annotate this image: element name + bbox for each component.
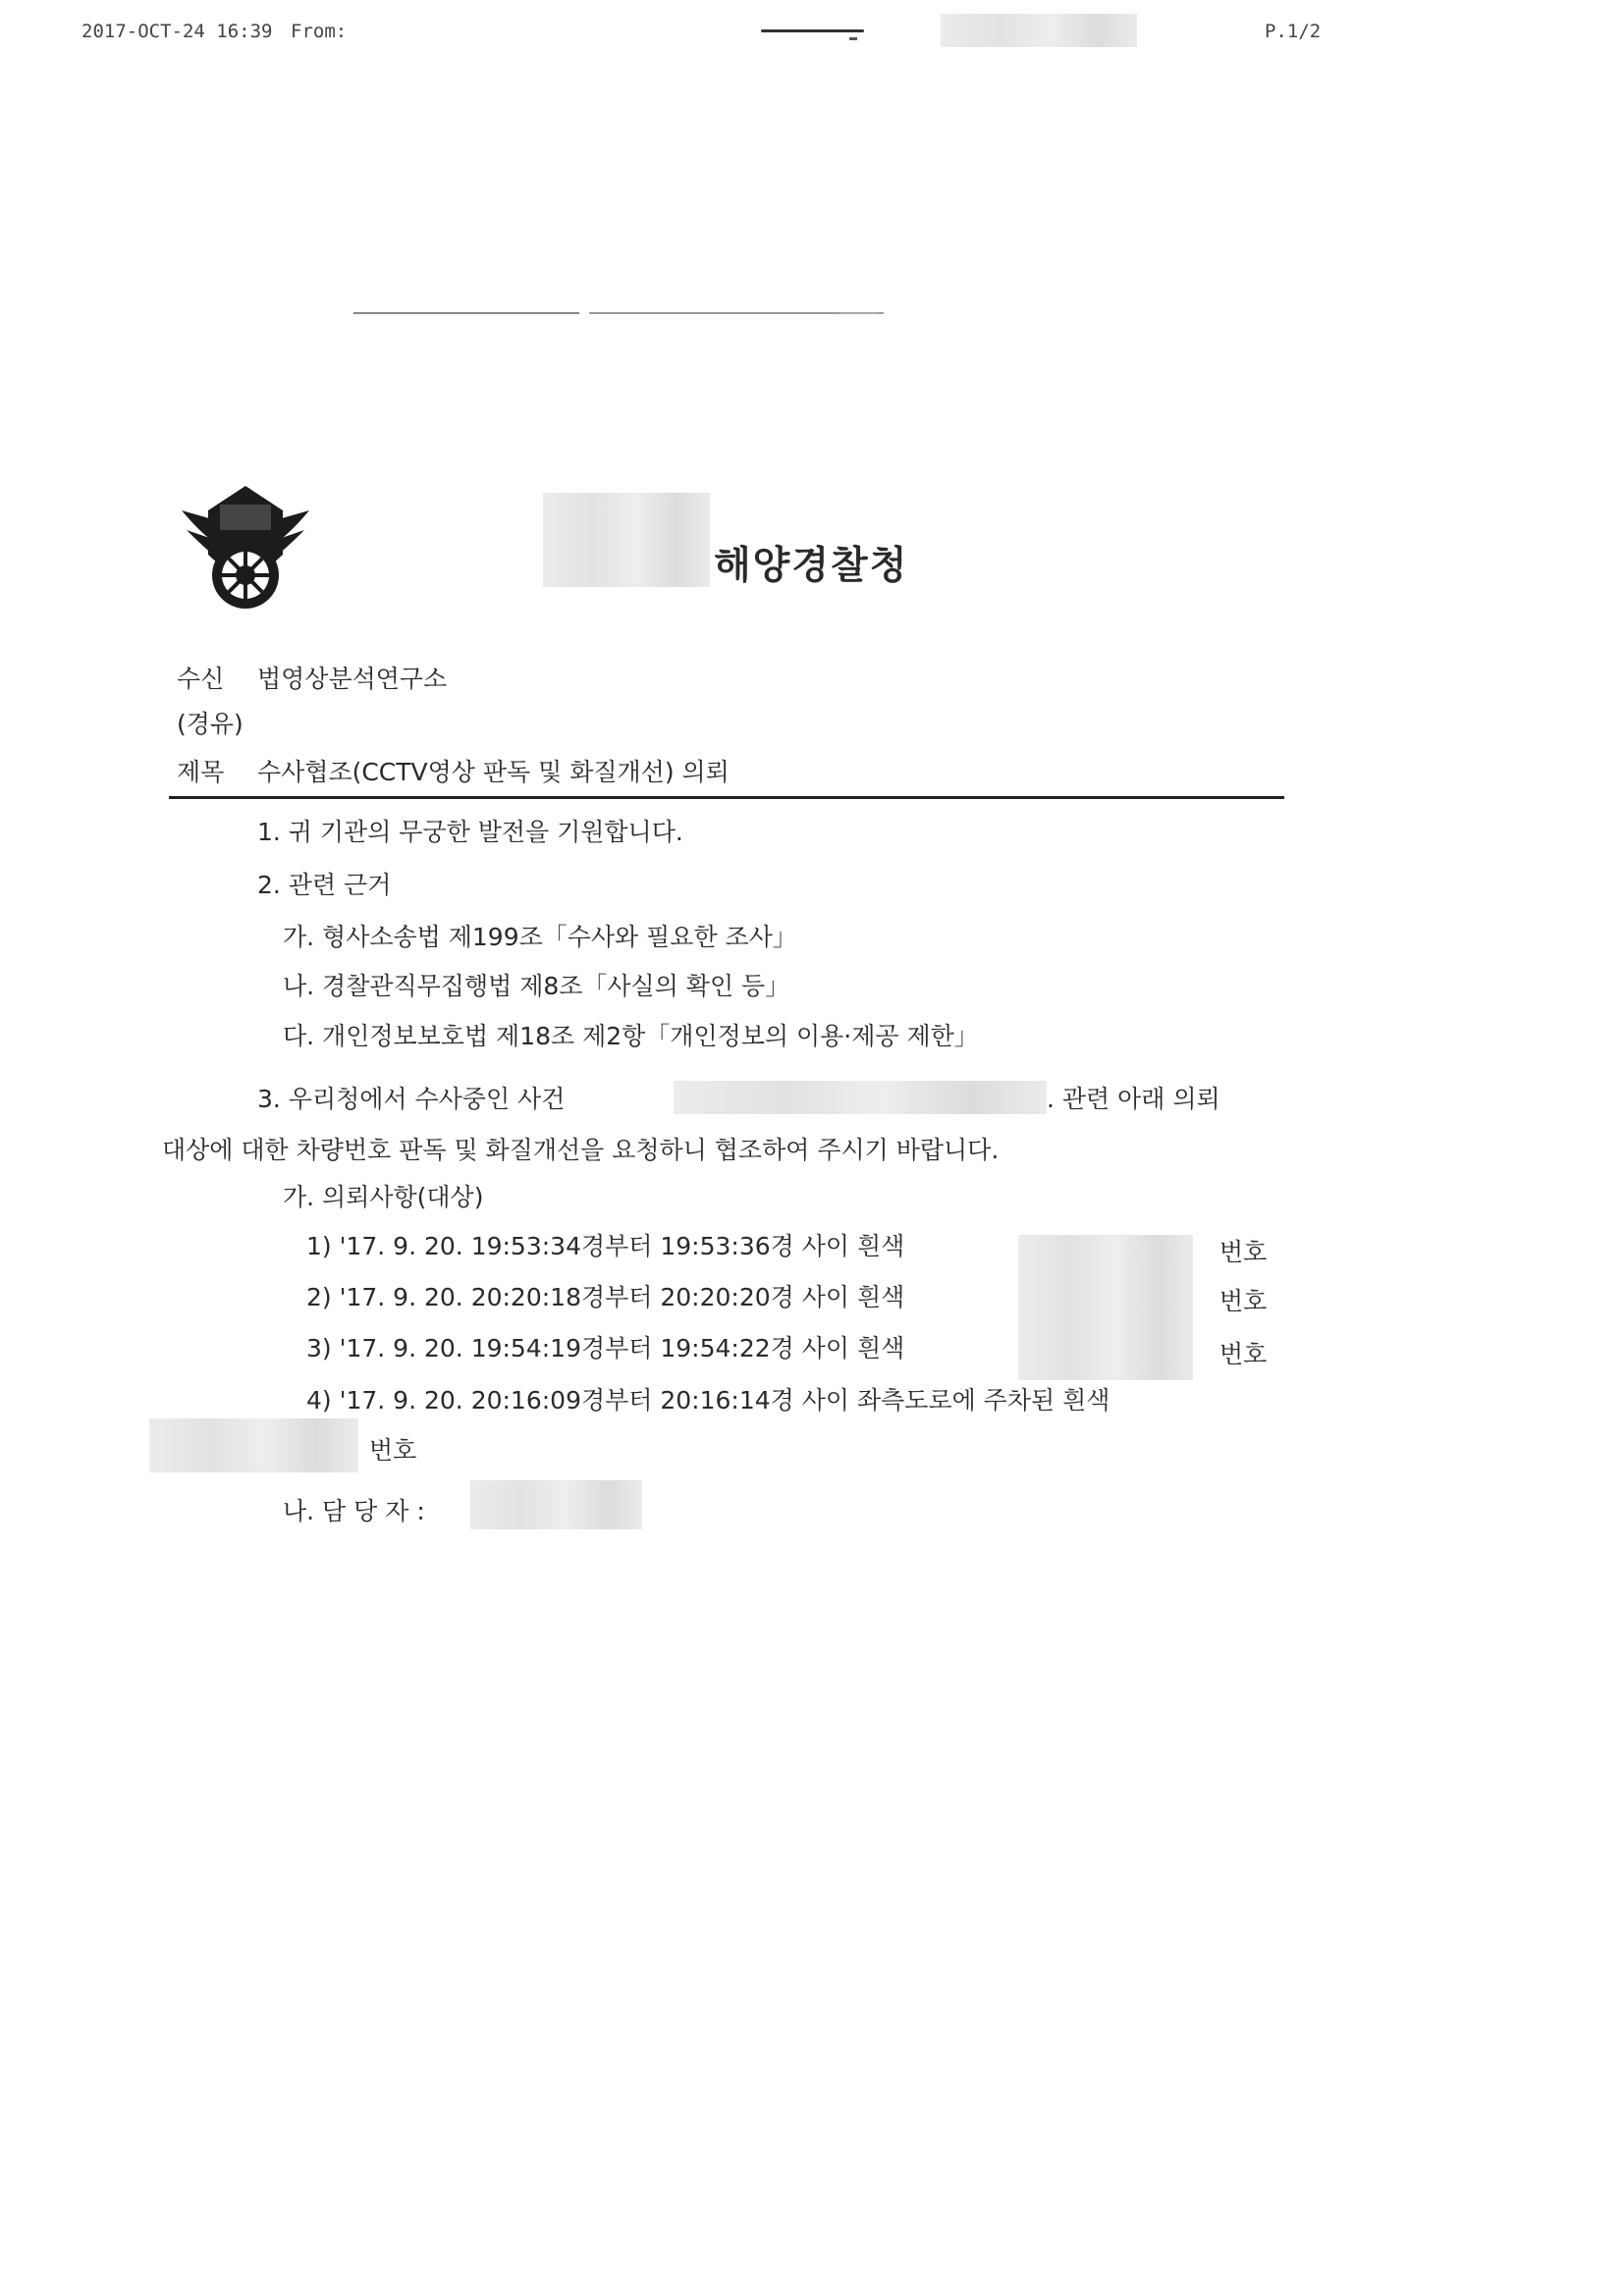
- redacted-vehicle-info: [1018, 1235, 1193, 1380]
- paragraph-2: 2. 관련 근거: [257, 871, 392, 899]
- via-line: (경유): [177, 710, 244, 738]
- fax-page-number: P.1/2: [1265, 21, 1322, 42]
- request-suffix: 번호: [1219, 1238, 1268, 1266]
- redacted-sender: [941, 14, 1137, 47]
- legal-basis-item: 가. 형사소송법 제199조「수사와 필요한 조사」: [283, 923, 797, 951]
- subject: 수사협조(CCTV영상 판독 및 화질개선) 의뢰: [257, 758, 730, 786]
- paragraph-1: 1. 귀 기관의 무궁한 발전을 기원합니다.: [257, 818, 683, 846]
- request-item: 4) '17. 9. 20. 20:16:09경부터 20:16:14경 사이 좌측도로에 주차된 흰색: [306, 1386, 1110, 1415]
- redacted-case-name: [674, 1081, 1047, 1114]
- subject-label: 제목: [177, 758, 225, 786]
- recipient-label: 수신: [177, 665, 225, 693]
- redacted-region-name: [543, 493, 710, 587]
- coast-guard-emblem: [177, 481, 314, 618]
- agency-name: 해양경찰청: [714, 544, 909, 588]
- legal-basis-item: 나. 경찰관직무집행법 제8조「사실의 확인 등」: [283, 972, 790, 1000]
- contact-label: 나. 담 당 자 :: [283, 1497, 425, 1525]
- scan-artifact: [353, 312, 579, 314]
- request-item: 3) '17. 9. 20. 19:54:19경부터 19:54:22경 사이 흰색: [306, 1334, 905, 1362]
- redacted-vehicle-info: [149, 1418, 358, 1472]
- legal-basis-item: 다. 개인정보보호법 제18조 제2항「개인정보의 이용·제공 제한」: [283, 1022, 979, 1050]
- paragraph-3-line2: 대상에 대한 차량번호 판독 및 화질개선을 요청하니 협조하여 주시기 바랍니다.: [162, 1136, 1000, 1164]
- scan-artifact: [839, 312, 879, 314]
- request-suffix: 번호: [369, 1436, 417, 1465]
- paragraph-3-start: 3. 우리청에서 수사중인 사건: [257, 1085, 566, 1113]
- fax-timestamp: 2017-OCT-24 16:39: [81, 21, 273, 42]
- redacted-contact-person: [470, 1480, 642, 1529]
- fax-from-label: From:: [291, 21, 348, 42]
- staple-mark: [761, 29, 864, 32]
- request-item: 1) '17. 9. 20. 19:53:34경부터 19:53:36경 사이 흰색: [306, 1232, 905, 1260]
- request-heading: 가. 의뢰사항(대상): [283, 1183, 484, 1211]
- recipient: 법영상분석연구소: [257, 665, 448, 693]
- paragraph-3-mid: . 관련 아래 의뢰: [1047, 1085, 1220, 1113]
- request-suffix: 번호: [1219, 1340, 1268, 1368]
- request-suffix: 번호: [1219, 1287, 1268, 1315]
- request-item: 2) '17. 9. 20. 20:20:18경부터 20:20:20경 사이 흰색: [306, 1283, 905, 1311]
- subject-divider: [169, 796, 1284, 799]
